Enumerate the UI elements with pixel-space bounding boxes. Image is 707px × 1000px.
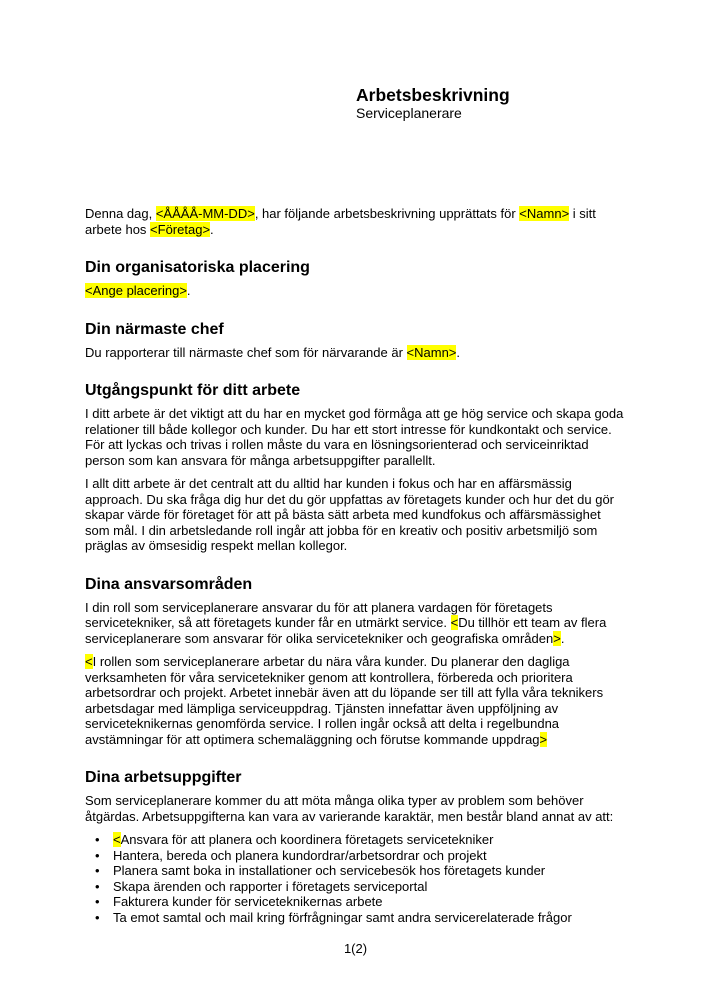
document-sections	[85, 258, 626, 925]
intro-paragraph	[85, 206, 626, 237]
placeholder-highlight: <ÅÅÅÅ-MM-DD>	[155, 206, 255, 221]
placeholder-highlight: <	[450, 615, 459, 630]
section-heading: Utgångspunkt för ditt arbete	[85, 382, 301, 399]
section-4	[85, 575, 626, 748]
task-item	[85, 832, 626, 848]
text-run: .	[560, 630, 565, 646]
text-run: Hantera, bereda och planera kundordrar/arbetsordrar och projekt	[113, 847, 487, 863]
placeholder-highlight: <Företag>	[150, 221, 211, 237]
task-item	[85, 863, 626, 879]
text-run: Du rapporterar till närmaste chef som för närvarande är	[85, 344, 407, 360]
doc-subtitle: Serviceplanerare	[356, 105, 462, 121]
text-run: Ansvara för att planera och koordinera företagets servicetekniker	[120, 832, 494, 847]
text-run: , har följande arbetsbeskrivning upprättats för	[254, 206, 520, 221]
task-item	[85, 879, 626, 895]
paragraph	[85, 283, 626, 299]
placeholder-highlight: <	[85, 654, 93, 669]
placeholder-highlight: >	[553, 630, 561, 646]
section-3	[85, 381, 626, 554]
paragraph	[85, 476, 626, 554]
placeholder-highlight: <Namn>	[406, 344, 457, 360]
text-run: I ditt arbete är det viktigt att du har en mycket god förmåga att ge hög service och skapa goda relationer till både kollegor och kunder. Du har ett stort intresse för kundkontakt och service. För att lyckas och trivas i rollen måste du vara en lösningsorienterad och serviceinriktad person som kan ansvara för många arbetsuppgifter parallellt.	[85, 406, 624, 468]
text-run: Planera samt boka in installationer och servicebesök hos företagets kunder	[113, 863, 546, 878]
task-item	[85, 894, 626, 910]
text-run: Denna dag,	[85, 206, 156, 221]
paragraph	[85, 793, 626, 824]
paragraph	[85, 600, 626, 647]
text-run: .	[456, 344, 461, 360]
document-header	[356, 0, 626, 122]
text-run: I rollen som serviceplanerare arbetar du nära våra kunder. Du planerar den dagliga verksamheten för våra servicetekniker genom att kontrollera, förbereda och prioritera arbetsordrar och projekt. Arbetet innebär även att du löpande ser till att fylla våra teknikers arbetsdagar med lämpliga serviceuppdrag. Tjänsten innefattar även uppföljning av serviceteknikernas genomförda service. I rollen ingår också att delta i regelbundna avstämningar för att optimera schemaläggning och förutse kommande uppdrag	[85, 654, 604, 747]
text-run: Skapa ärenden och rapporter i företagets serviceportal	[113, 878, 428, 894]
task-item	[85, 910, 626, 926]
placeholder-highlight: <Ange placering>	[85, 283, 187, 298]
text-run: I din roll som serviceplanerare ansvarar du för att planera vardagen för företagets servicetekniker, så att företagets kunder får en utmärkt service.	[85, 599, 553, 630]
text-run: .	[210, 221, 214, 237]
doc-title: Arbetsbeskrivning	[356, 85, 510, 105]
text-run: Du tillhör ett team av flera serviceplanerare som ansvarar för olika servicetekniker och geografiska områden	[85, 615, 607, 646]
section-1	[85, 258, 626, 299]
text-run: i sitt arbete hos	[85, 206, 596, 237]
section-2	[85, 320, 626, 361]
text-run: I allt ditt arbete är det centralt att du alltid har kunden i fokus och har en affärsmässig approach. Du ska fråga dig hur det du gör uppfattas av företagets kunder och hur det du gör skapar värde för företaget för att på bästa sätt arbeta med kundfokus och affärsmässighet som mål. I din arbetsledande roll ingår att jobba för en kreativ och positiv arbetsmiljö som präglas av ömsesidig respekt mellan kollegor.	[85, 476, 615, 553]
placeholder-highlight: <	[113, 832, 121, 847]
section-heading: Dina ansvarsområden	[85, 575, 253, 593]
paragraph	[85, 345, 626, 361]
section-heading: Din organisatoriska placering	[85, 259, 310, 276]
text-run: Som serviceplanerare kommer du att möta många olika typer av problem som behöver åtgärdas. Arbetsuppgifterna kan vara av varierande karaktär, men består bland annat av att:	[85, 793, 614, 824]
section-5	[85, 768, 626, 925]
paragraph	[85, 406, 626, 468]
task-item	[85, 848, 626, 864]
text-run: Fakturera kunder för serviceteknikernas arbete	[113, 894, 383, 909]
placeholder-highlight: >	[539, 731, 548, 747]
section-heading: Dina arbetsuppgifter	[85, 769, 242, 786]
paragraph	[85, 654, 626, 747]
page-number: 1(2)	[343, 941, 368, 956]
text-run: Ta emot samtal och mail kring förfrågningar samt andra servicerelaterade frågor	[113, 909, 572, 925]
placeholder-highlight: <Namn>	[519, 206, 570, 221]
text-run: .	[186, 283, 191, 298]
task-list	[85, 832, 626, 925]
section-heading: Din närmaste chef	[85, 320, 224, 338]
